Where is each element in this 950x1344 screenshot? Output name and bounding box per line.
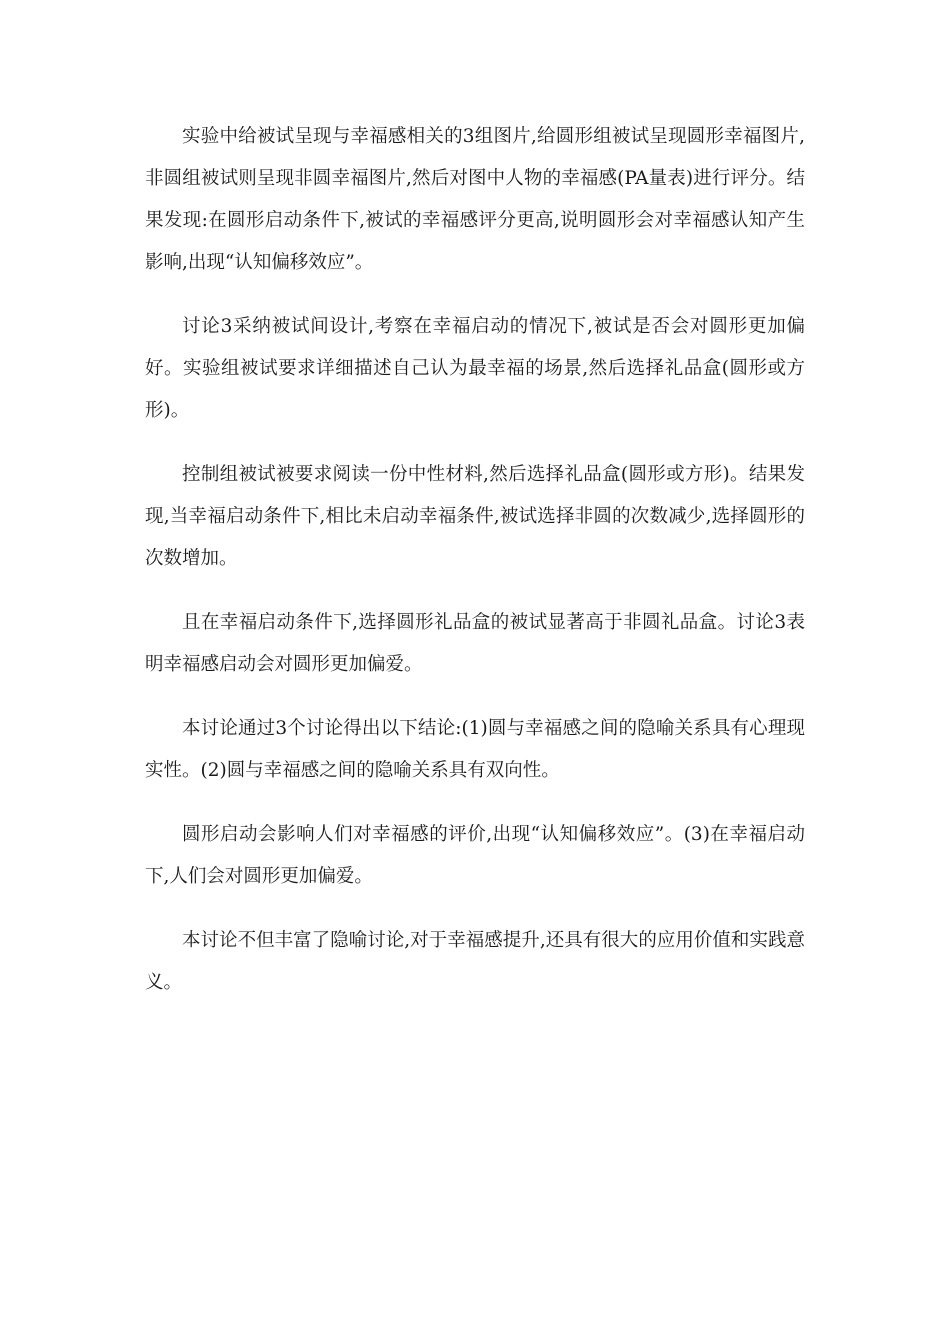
- paragraph: 本讨论通过3个讨论得出以下结论:(1)圆与幸福感之间的隐喻关系具有心理现实性。(2)圆与幸福感之间的隐喻关系具有双向性。: [145, 718, 805, 781]
- paragraph: 控制组被试被要求阅读一份中性材料,然后选择礼品盒(圆形或方形)。结果发现,当幸福启动条件下,相比未启动幸福条件,被试选择非圆的次数减少,选择圆形的次数增加。: [145, 464, 805, 569]
- paragraph: 且在幸福启动条件下,选择圆形礼品盒的被试显著高于非圆礼品盒。讨论3表明幸福感启动会对圆形更加偏爱。: [145, 612, 805, 675]
- document-body: [145, 116, 805, 1026]
- paragraph: 实验中给被试呈现与幸福感相关的3组图片,给圆形组被试呈现圆形幸福图片,非圆组被试则呈现非圆幸福图片,然后对图中人物的幸福感(PA量表)进行评分。结果发现:在圆形启动条件下,被试的幸福感评分更高,说明圆形会对幸福感认知产生影响,出现“认知偏移效应”。: [145, 126, 805, 273]
- paragraph: 圆形启动会影响人们对幸福感的评价,出现“认知偏移效应”。(3)在幸福启动下,人们会对圆形更加偏爱。: [145, 824, 805, 887]
- paragraph: 讨论3采纳被试间设计,考察在幸福启动的情况下,被试是否会对圆形更加偏好。实验组被试要求详细描述自己认为最幸福的场景,然后选择礼品盒(圆形或方形)。: [145, 316, 805, 421]
- paragraph: 本讨论不但丰富了隐喻讨论,对于幸福感提升,还具有很大的应用价值和实践意义。: [145, 930, 805, 993]
